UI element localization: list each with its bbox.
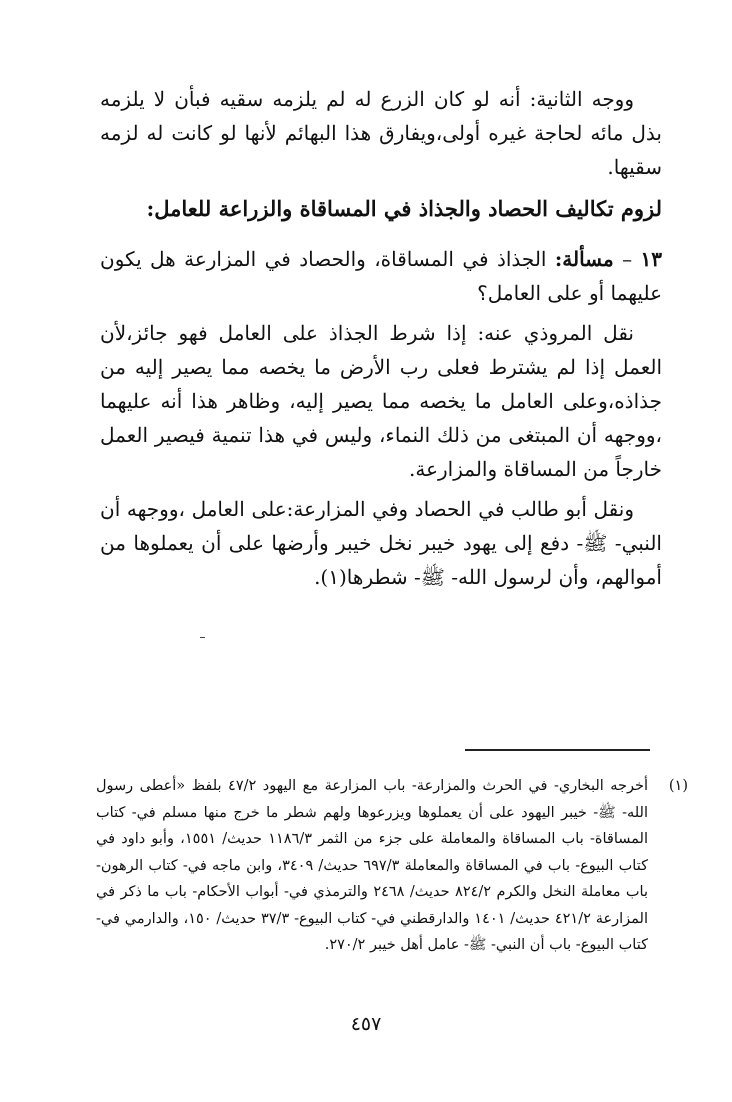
main-text-block [100,82,662,600]
page-number: ٤٥٧ [350,1013,382,1035]
paragraph-second-aspect: ووجه الثانية: أنه لو كان الزرع له لم يلزمه سقيه فبأن لا يلزمه بذل مائه لحاجة غيره أولى،ويفارق هذا البهائم لأنها لو كانت له لزمه سقيها. [100,87,662,179]
masala-question: الجذاذ في المساقاة، والحصاد في المزارعة هل يكون عليهما أو على العامل؟ [100,247,662,305]
section-heading: لزوم تكاليف الحصاد والجذاذ في المساقاة والزراعة للعامل: [146,196,662,221]
masala-number: ١٣ [640,247,663,271]
footnote-text: أخرجه البخاري- في الحرث والمزارعة- باب المزارعة مع اليهود ٤٧/٢ بلفظ «أعطى رسول الله- ﷺ- خيبر اليهود على أن يعملوها ويزرعوها ولهم شطر ما خرج منها مسلم في- كتاب المساقاة- باب المساقاة والمعاملة على جزء من الثمر ١١٨٦/٣ حديث/ ١٥٥١، وأبو داود في كتاب البيوع- باب في المساقاة والمعاملة ٦٩٧/٣ حديث/ ٣٤٠٩، وابن ماجه في- كتاب الرهون- باب معاملة النخل والكرم ٨٢٤/٢ حديث/ ٢٤٦٨ والترمذي في- أبواب الأحكام- باب ما ذكر في المزارعة ٤٢١/٢ حديث/ ١٤٠١ والدارقطني في- كتاب البيوع- ٣٧/٣ حديث/ ١٥٠، والدارمي في- كتاب البيوع- باب أن النبي- ﷺ- عامل أهل خيبر ٢٧٠/٢. [96,778,649,953]
masala-label: مسألة: [554,247,614,271]
masala-paragraph [100,242,662,310]
footnote [96,773,688,959]
stray-mark [200,637,205,638]
footnote-separator [465,749,650,751]
masala-dash: – [613,247,633,271]
paragraph-abu-talib: ونقل أبو طالب في الحصاد وفي المزارعة:على العامل ،ووجهه أن النبي- ﷺ- دفع إلى يهود خيبر نخل خيبر وأرضها على أن يعملوها من أموالهم، وأن لرسول الله- ﷺ- شطرها(١). [100,497,662,589]
paragraph-marwadhi: نقل المروذي عنه: إذا شرط الجذاذ على العامل فهو جائز،لأن العمل إذا لم يشترط فعلى رب الأرض ما يخصه مما يصير إليه من جذاذه،وعلى العامل ما يخصه مما يصير إليه، وظاهر هذا أنه عليهما ،ووجهه أن المبتغى من ذلك النماء، وليس في هذا تنمية فيصير العمل خارجاً من المساقاة والمزارعة. [100,321,662,481]
footnote-marker: (١) [668,778,688,794]
